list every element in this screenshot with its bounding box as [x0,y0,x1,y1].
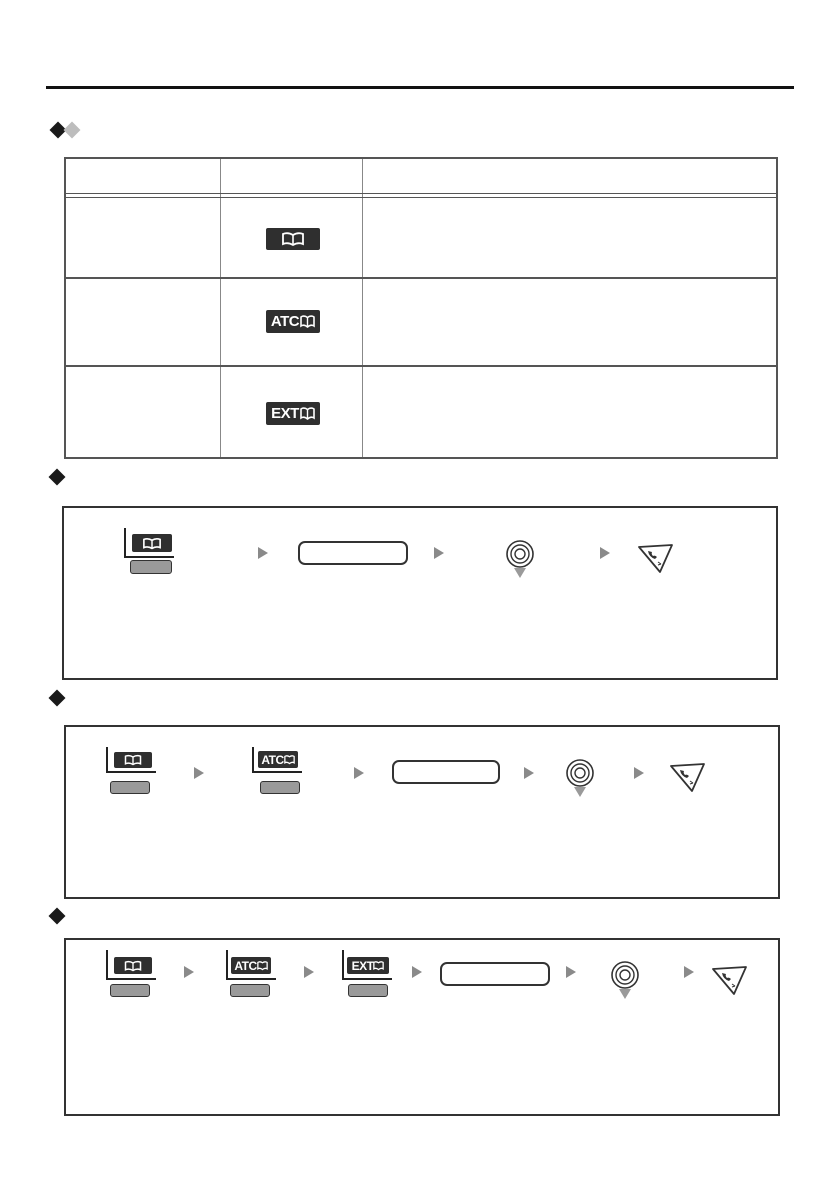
talk-key-icon[interactable] [668,761,708,795]
procedure-box-1 [62,506,778,680]
phonebook-softkey[interactable] [106,747,156,797]
heading-marker [48,122,88,138]
step-arrow-icon [194,767,204,779]
step-arrow-icon [524,767,534,779]
marker-diamond-light-icon [64,122,81,139]
entry-field[interactable] [440,962,550,986]
soft-key-button[interactable] [230,984,270,997]
talk-key-icon[interactable] [636,542,676,576]
atc-phonebook-icon [231,957,271,974]
phonebook-softkey[interactable] [124,528,174,578]
talk-key-icon[interactable] [710,964,750,998]
step-arrow-icon [354,767,364,779]
soft-key-button[interactable] [110,781,150,794]
jog-dial-icon[interactable] [609,959,641,1001]
step-arrow-icon [600,547,610,559]
soft-key-button[interactable] [130,560,172,574]
step-arrow-icon [412,966,422,978]
table-column-divider [220,159,221,457]
section-marker-icon [49,908,66,925]
entry-field[interactable] [298,541,408,565]
step-arrow-icon [684,966,694,978]
phonebook-softkey[interactable] [106,950,156,1000]
ext-label: EXT [271,405,299,422]
atc-softkey[interactable] [252,747,302,797]
ext-softkey[interactable] [342,950,392,1000]
phonebook-icon [266,228,320,250]
step-arrow-icon [258,547,268,559]
soft-key-button[interactable] [260,781,300,794]
atc-label: ATC [234,958,257,973]
atc-phonebook-icon [258,751,298,768]
step-arrow-icon [304,966,314,978]
step-arrow-icon [566,966,576,978]
table-column-divider [362,159,363,457]
procedure-box-3 [64,938,780,1116]
phonebook-icon [114,752,152,768]
step-arrow-icon [184,966,194,978]
ext-phonebook-icon [266,402,320,425]
table-header-rule [66,193,776,194]
jog-dial-icon[interactable] [504,538,536,580]
procedure-box-2 [64,725,780,899]
ext-label: EXT [351,958,374,973]
top-rule [46,86,794,89]
table-header-rule [66,197,776,198]
ext-phonebook-icon [347,957,389,974]
soft-key-button[interactable] [348,984,388,997]
section-marker-icon [49,469,66,486]
step-arrow-icon [634,767,644,779]
step-arrow-icon [434,547,444,559]
table-row-divider [66,365,776,367]
atc-phonebook-icon [266,310,320,333]
phonebook-icon [132,534,172,552]
soft-key-button[interactable] [110,984,150,997]
entry-field[interactable] [392,760,500,784]
atc-label: ATC [270,313,300,330]
atc-label: ATC [261,752,284,767]
display-mode-table [64,157,778,459]
table-row-divider [66,277,776,279]
phonebook-icon [114,957,152,974]
atc-softkey[interactable] [226,950,276,1000]
jog-dial-icon[interactable] [564,757,596,799]
section-marker-icon [49,690,66,707]
